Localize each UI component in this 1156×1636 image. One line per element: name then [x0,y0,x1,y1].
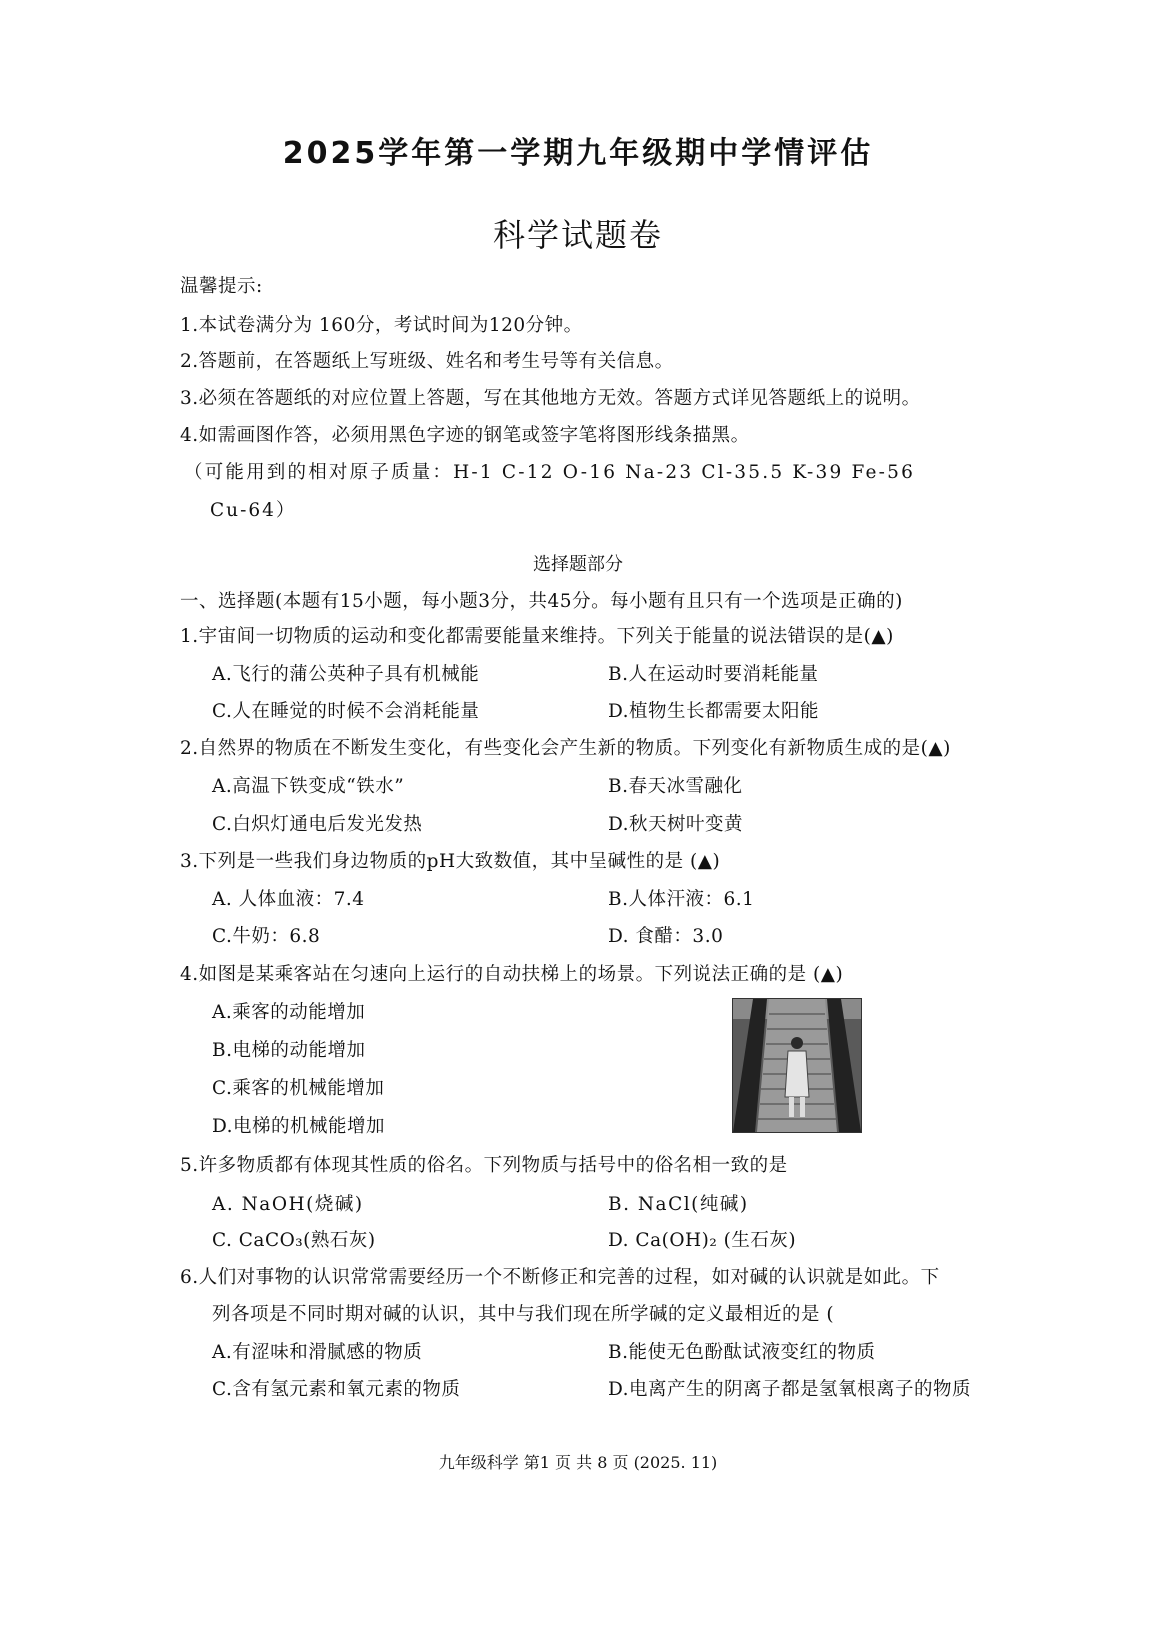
question-stem: 3.下列是一些我们身边物质的pH大致数值，其中呈碱性的是 (▲) [180,851,721,872]
tips-heading: 温馨提示: [180,276,263,297]
option: C.含有氢元素和氧元素的物质 [212,1379,461,1400]
option: D.植物生长都需要太阳能 [608,701,820,722]
question-stem: 1.宇宙间一切物质的运动和变化都需要能量来维持。下列关于能量的说法错误的是(▲) [180,626,894,647]
section-title: 选择题部分 [533,554,623,575]
option: C.牛奶：6.8 [212,926,321,947]
option: C.乘客的机械能增加 [212,1078,385,1099]
option: A.高温下铁变成“铁水” [212,776,405,797]
escalator-photo [732,998,862,1133]
tip-item: 1.本试卷满分为 160分，考试时间为120分钟。 [180,315,583,336]
option: A.有涩味和滑腻感的物质 [212,1342,423,1363]
question-stem: 6.人们对事物的认识常常需要经历一个不断修正和完善的过程，如对碱的认识就是如此。下 [180,1267,940,1288]
atomic-mass-line: （可能用到的相对原子质量：H-1 C-12 O-16 Na-23 Cl-35.5 K-39 Fe-56 [184,462,916,483]
option: A.飞行的蒲公英种子具有机械能 [212,664,480,685]
option: B.人在运动时要消耗能量 [608,664,819,685]
option: C. CaCO₃(熟石灰) [212,1230,376,1251]
option: B. NaCl(纯碱) [608,1194,749,1215]
atomic-mass-line: Cu-64） [210,500,297,521]
tip-item: 2.答题前，在答题纸上写班级、姓名和考生号等有关信息。 [180,351,674,372]
option: D. 食醋：3.0 [608,926,724,947]
option: B.电梯的动能增加 [212,1040,366,1061]
option: D.电梯的机械能增加 [212,1116,386,1137]
exam-title: 2025学年第一学期九年级期中学情评估 [282,136,874,171]
option: A.乘客的动能增加 [212,1002,366,1023]
option: D. Ca(OH)₂ (生石灰) [608,1230,797,1251]
part-header: 一、选择题(本题有15小题，每小题3分，共45分。每小题有且只有一个选项是正确的) [180,591,903,612]
option: B.人体汗液：6.1 [608,889,755,910]
option: D.秋天树叶变黄 [608,814,744,835]
option: D.电离产生的阴离子都是氢氧根离子的物质 [608,1379,972,1400]
page-footer: 九年级科学 第1 页 共 8 页 (2025. 11) [438,1453,718,1472]
option: C.白炽灯通电后发光发热 [212,814,423,835]
option: B.春天冰雪融化 [608,776,743,797]
exam-subtitle: 科学试题卷 [492,216,663,254]
option: C.人在睡觉的时候不会消耗能量 [212,701,480,722]
question-stem: 2.自然界的物质在不断发生变化，有些变化会产生新的物质。下列变化有新物质生成的是(▲) [180,738,951,759]
option: A. 人体血液：7.4 [212,889,365,910]
question-stem: 5.许多物质都有体现其性质的俗名。下列物质与括号中的俗名相一致的是 [180,1155,788,1176]
option: A. NaOH(烧碱) [212,1194,364,1215]
question-stem: 4.如图是某乘客站在匀速向上运行的自动扶梯上的场景。下列说法正确的是 (▲) [180,964,844,985]
tip-item: 4.如需画图作答，必须用黑色字迹的钢笔或签字笔将图形线条描黑。 [180,425,750,446]
question-stem-continued: 列各项是不同时期对碱的认识，其中与我们现在所学碱的定义最相近的是 ( [212,1304,835,1325]
tip-item: 3.必须在答题纸的对应位置上答题，写在其他地方无效。答题方式详见答题纸上的说明。 [180,388,921,409]
option: B.能使无色酚酞试液变红的物质 [608,1342,876,1363]
